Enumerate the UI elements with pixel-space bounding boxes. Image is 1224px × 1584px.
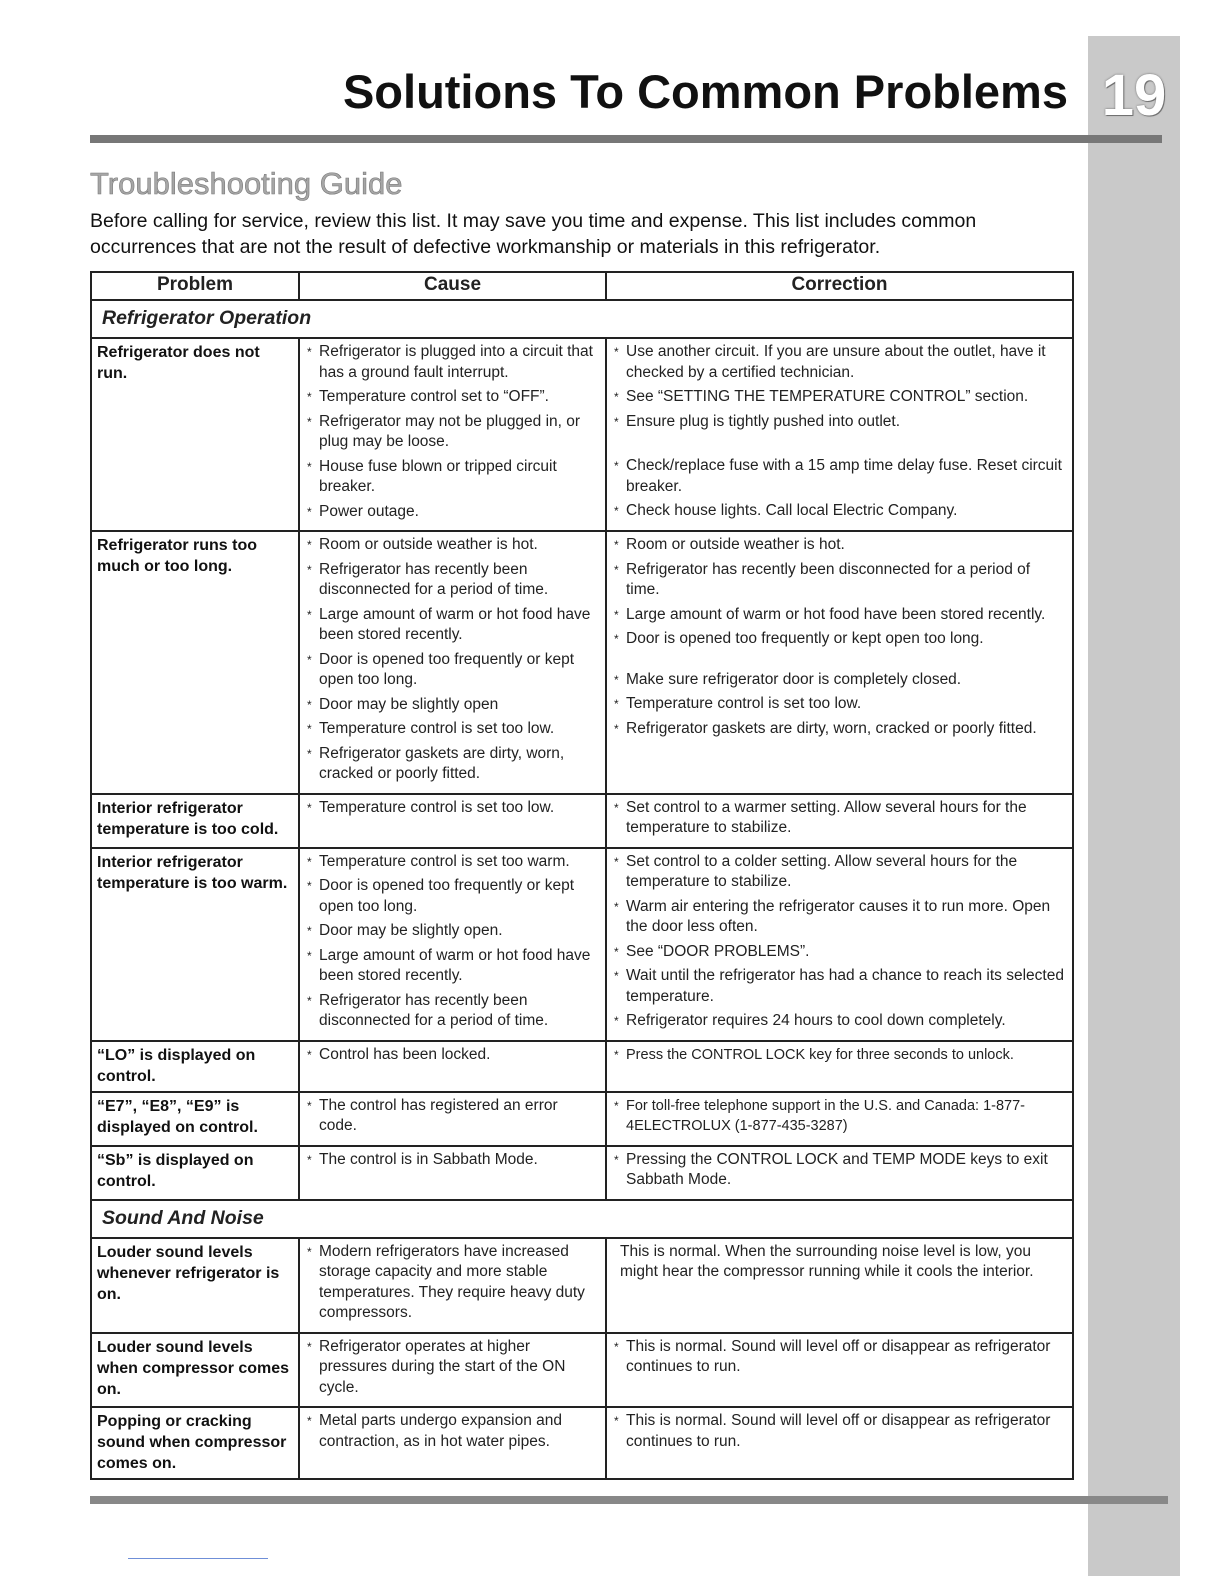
column-header-correction: Correction (606, 272, 1073, 300)
correction-item: * Make sure refrigerator door is completely closed. (612, 670, 1066, 691)
page-number: 19 (1101, 63, 1167, 128)
cause-item: * Refrigerator has recently been disconnected for a period of time. (305, 560, 599, 601)
correction-item: * Use another circuit. If you are unsure about the outlet, have it checked by a certified technician. (612, 342, 1066, 383)
troubleshooting-table (90, 271, 1074, 1480)
cause-cell (299, 531, 606, 794)
cause-item: * Large amount of warm or hot food have been stored recently. (305, 605, 599, 646)
cause-cell (299, 1238, 606, 1333)
problem-cell: Popping or cracking sound when compressor comes on. (91, 1407, 299, 1479)
problem-cell: Louder sound levels when compressor comes on. (91, 1333, 299, 1408)
cause-item: * Refrigerator has recently been disconnected for a period of time. (305, 991, 599, 1032)
table-row (91, 1146, 1073, 1200)
table-row (91, 531, 1073, 794)
correction-cell (606, 1092, 1073, 1146)
problem-cell: Refrigerator runs too much or too long. (91, 531, 299, 794)
correction-item: * See “SETTING THE TEMPERATURE CONTROL” section. (612, 387, 1066, 408)
correction-item: * Ensure plug is tightly pushed into outlet. (612, 412, 1066, 433)
problem-cell: Refrigerator does not run. (91, 338, 299, 531)
cause-item: * Temperature control is set too low. (305, 719, 599, 740)
correction-item: * Press the CONTROL LOCK key for three seconds to unlock. (612, 1045, 1066, 1066)
table-row (91, 338, 1073, 531)
table-header-row (91, 272, 1073, 300)
correction-item: * For toll-free telephone support in the U.S. and Canada: 1-877-4ELECTROLUX (1-877-435-3287) (612, 1096, 1066, 1137)
correction-item: * Door is opened too frequently or kept open too long. (612, 629, 1066, 650)
cause-item: * Door is opened too frequently or kept open too long. (305, 876, 599, 917)
cause-item: * Door may be slightly open (305, 695, 599, 716)
category-label: Sound And Noise (91, 1200, 1073, 1238)
cause-cell (299, 794, 606, 848)
side-tab-bar (1088, 36, 1180, 1576)
problem-cell: “E7”, “E8”, “E9” is displayed on control. (91, 1092, 299, 1146)
footer-link-line (128, 1558, 268, 1559)
cause-item: * House fuse blown or tripped circuit breaker. (305, 457, 599, 498)
category-row (91, 300, 1073, 338)
correction-cell (606, 1333, 1073, 1408)
correction-item: * Room or outside weather is hot. (612, 535, 1066, 556)
cause-cell (299, 338, 606, 531)
cause-item: * Room or outside weather is hot. (305, 535, 599, 556)
correction-item: * Refrigerator requires 24 hours to cool down completely. (612, 1011, 1066, 1032)
table-row (91, 1407, 1073, 1479)
cause-item: * The control is in Sabbath Mode. (305, 1150, 599, 1171)
problem-cell: Interior refrigerator temperature is too cold. (91, 794, 299, 848)
cause-item: * Door is opened too frequently or kept open too long. (305, 650, 599, 691)
correction-item: * See “DOOR PROBLEMS”. (612, 942, 1066, 963)
cause-item: * Refrigerator gaskets are dirty, worn, cracked or poorly fitted. (305, 744, 599, 785)
cause-item: * Control has been locked. (305, 1045, 599, 1066)
correction-item: * Check/replace fuse with a 15 amp time delay fuse. Reset circuit breaker. (612, 456, 1066, 497)
correction-item: * Check house lights. Call local Electric Company. (612, 501, 1066, 522)
correction-item: * Refrigerator gaskets are dirty, worn, cracked or poorly fitted. (612, 719, 1066, 740)
problem-cell: “LO” is displayed on control. (91, 1041, 299, 1092)
correction-item: * Temperature control is set too low. (612, 694, 1066, 715)
correction-item: * Set control to a warmer setting. Allow several hours for the temperature to stabilize. (612, 798, 1066, 839)
correction-cell (606, 848, 1073, 1041)
footer-rule (90, 1496, 1168, 1504)
intro-paragraph: Before calling for service, review this list. It may save you time and expense. This list includes common occurrences that are not the result of defective workmanship or materials in this refrigerator. (90, 210, 977, 258)
cause-cell (299, 1407, 606, 1479)
problem-cell: “Sb” is displayed on control. (91, 1146, 299, 1200)
table-row (91, 1092, 1073, 1146)
cause-item: * Temperature control is set too warm. (305, 852, 599, 873)
cause-cell (299, 848, 606, 1041)
cause-item: * Temperature control set to “OFF”. (305, 387, 599, 408)
table-row (91, 1238, 1073, 1333)
table-row (91, 1333, 1073, 1408)
cause-item: * Temperature control is set too low. (305, 798, 599, 819)
cause-item: * Modern refrigerators have increased storage capacity and more stable temperatures. They require heavy duty compressors. (305, 1242, 599, 1324)
correction-cell (606, 1407, 1073, 1479)
problem-cell: Louder sound levels whenever refrigerator is on. (91, 1238, 299, 1333)
table-row (91, 848, 1073, 1041)
correction-cell (606, 794, 1073, 848)
correction-item: * Set control to a colder setting. Allow several hours for the temperature to stabilize. (612, 852, 1066, 893)
cause-item: * The control has registered an error code. (305, 1096, 599, 1137)
column-header-problem: Problem (91, 272, 299, 300)
correction-item: * Refrigerator has recently been disconnected for a period of time. (612, 560, 1066, 601)
problem-cell: Interior refrigerator temperature is too warm. (91, 848, 299, 1041)
correction-cell (606, 338, 1073, 531)
cause-item: * Refrigerator operates at higher pressures during the start of the ON cycle. (305, 1337, 599, 1399)
correction-item: This is normal. When the surrounding noise level is low, you might hear the compressor running while it cools the interior. (620, 1242, 1034, 1280)
correction-cell (606, 1238, 1073, 1333)
cause-item: * Metal parts undergo expansion and contraction, as in hot water pipes. (305, 1411, 599, 1452)
cause-cell (299, 1333, 606, 1408)
cause-cell (299, 1041, 606, 1092)
correction-cell (606, 531, 1073, 794)
header-rule (90, 135, 1162, 143)
page-title: Solutions To Common Problems (342, 65, 1068, 118)
correction-item: * Wait until the refrigerator has had a chance to reach its selected temperature. (612, 966, 1066, 1007)
cause-item: * Refrigerator may not be plugged in, or plug may be loose. (305, 412, 599, 453)
cause-cell (299, 1092, 606, 1146)
correction-item: * Large amount of warm or hot food have been stored recently. (612, 605, 1066, 626)
cause-item: * Refrigerator is plugged into a circuit that has a ground fault interrupt. (305, 342, 599, 383)
correction-item: * Warm air entering the refrigerator causes it to run more. Open the door less often. (612, 897, 1066, 938)
category-label: Refrigerator Operation (91, 300, 1073, 338)
cause-item: * Power outage. (305, 502, 599, 523)
correction-item: * Pressing the CONTROL LOCK and TEMP MODE keys to exit Sabbath Mode. (612, 1150, 1066, 1191)
category-row (91, 1200, 1073, 1238)
cause-item: * Large amount of warm or hot food have been stored recently. (305, 946, 599, 987)
correction-item: * This is normal. Sound will level off or disappear as refrigerator continues to run. (612, 1337, 1066, 1378)
table-row (91, 794, 1073, 848)
cause-item: * Door may be slightly open. (305, 921, 599, 942)
correction-cell (606, 1146, 1073, 1200)
section-title: Troubleshooting Guide (90, 166, 403, 201)
cause-cell (299, 1146, 606, 1200)
table-row (91, 1041, 1073, 1092)
correction-cell (606, 1041, 1073, 1092)
column-header-cause: Cause (299, 272, 606, 300)
correction-item: * This is normal. Sound will level off or disappear as refrigerator continues to run. (612, 1411, 1066, 1452)
